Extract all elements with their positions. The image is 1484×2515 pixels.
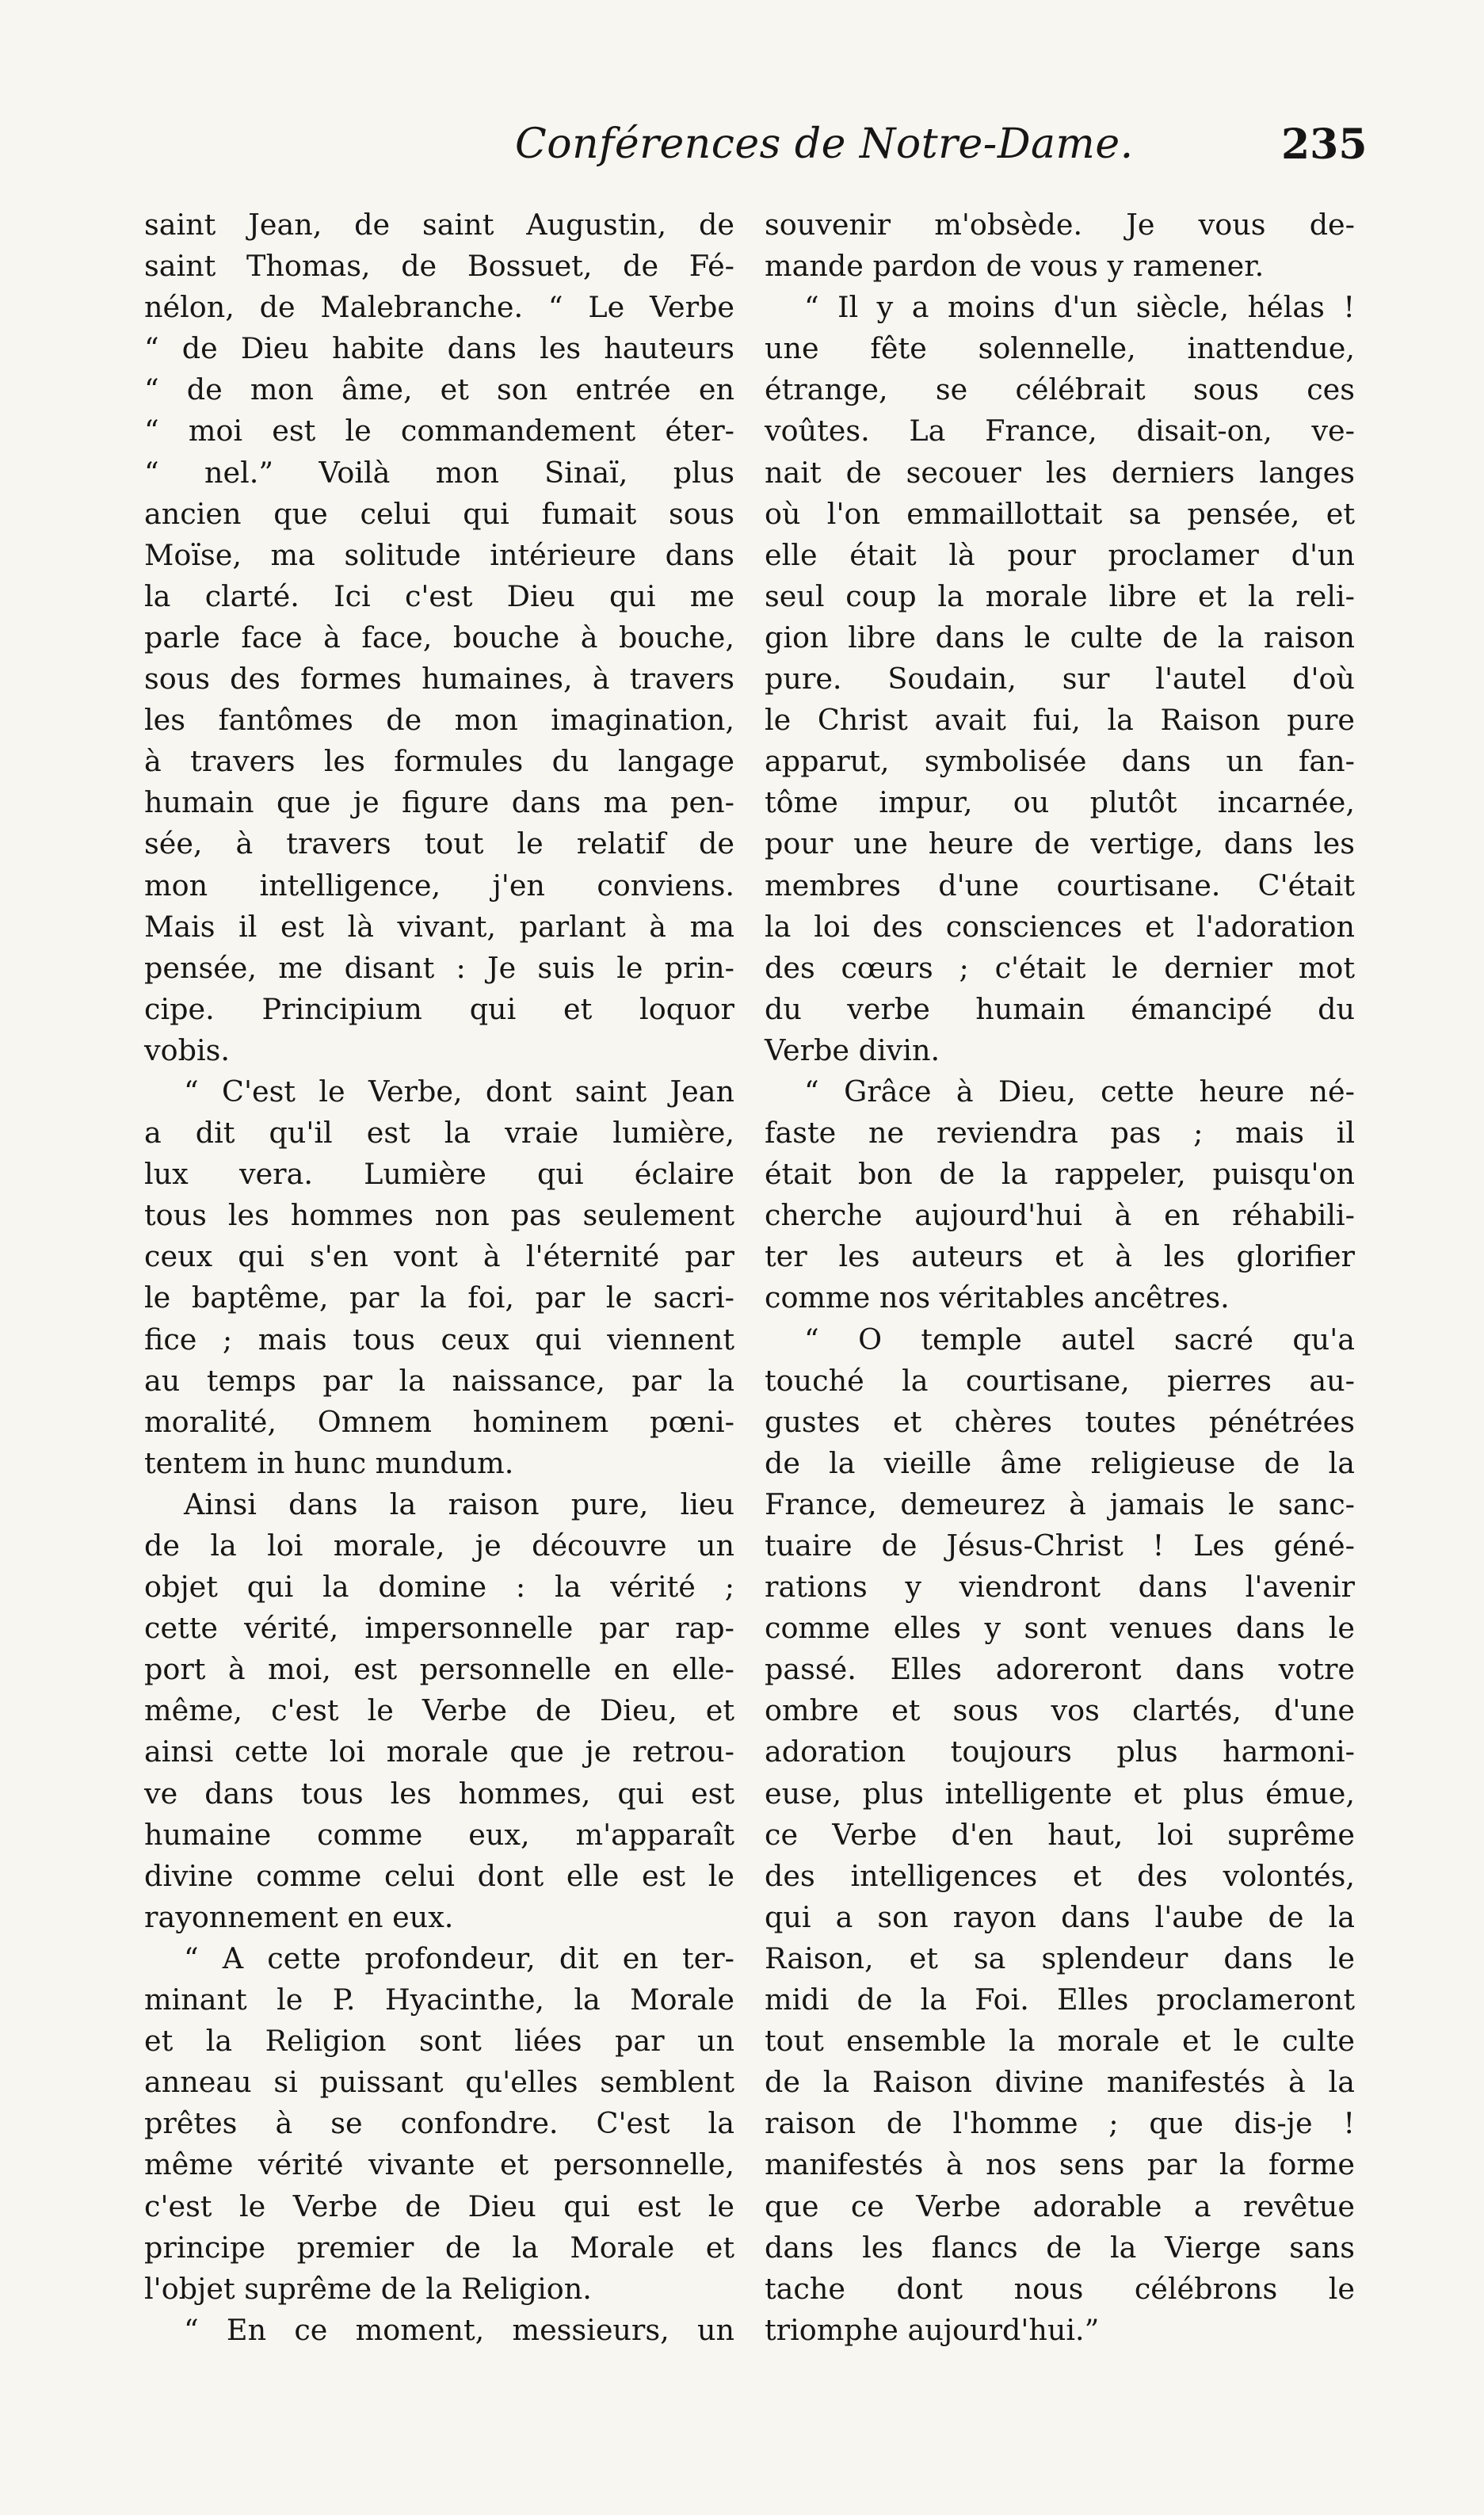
text-line: moralité, Omnem hominem pœni- xyxy=(144,1404,734,1439)
text-line: “ A cette profondeur, dit en ter- xyxy=(184,1941,734,1975)
text-line: Raison, et sa splendeur dans le xyxy=(765,1941,1355,1975)
text-line: ter les auteurs et à les glorifier xyxy=(765,1239,1355,1274)
text-line: ombre et sous vos clartés, d'une xyxy=(765,1693,1355,1728)
text-line: où l'on emmaillottait sa pensée, et xyxy=(765,496,1355,531)
text-line: à travers les formules du langage xyxy=(144,744,734,779)
text-line: pensée, me disant : Je suis le prin- xyxy=(144,950,734,985)
text-line: “ moi est le commandement éter- xyxy=(144,414,734,448)
text-line: cipe. Principium qui et loquor xyxy=(144,991,734,1026)
text-line: c'est le Verbe de Dieu qui est le xyxy=(144,2189,734,2223)
text-line: a dit qu'il est la vraie lumière, xyxy=(144,1116,734,1151)
text-line: ce Verbe d'en haut, loi suprême xyxy=(765,1817,1355,1852)
text-line: “ C'est le Verbe, dont saint Jean xyxy=(184,1074,734,1109)
text-line: adoration toujours plus harmoni- xyxy=(765,1735,1355,1769)
text-line: France, demeurez à jamais le sanc- xyxy=(765,1486,1355,1521)
text-line: la loi des consciences et l'adoration xyxy=(765,909,1355,944)
text-line: l'objet suprême de la Religion. xyxy=(144,2271,592,2306)
text-line: même, c'est le Verbe de Dieu, et xyxy=(144,1693,734,1728)
text-line: humaine comme eux, m'apparaît xyxy=(144,1817,734,1852)
text-line: tache dont nous célébrons le xyxy=(765,2271,1355,2306)
text-line: le baptême, par la foi, par le sacri- xyxy=(144,1280,734,1315)
text-line: prêtes à se confondre. C'est la xyxy=(144,2106,734,2141)
text-line: membres d'une courtisane. C'était xyxy=(765,868,1355,903)
text-line: tentem in hunc mundum. xyxy=(144,1445,514,1480)
text-line: souvenir m'obsède. Je vous de- xyxy=(765,208,1355,242)
text-line: une fête solennelle, inattendue, xyxy=(765,331,1355,366)
text-line: seul coup la morale libre et la reli- xyxy=(765,578,1355,613)
text-line: mon intelligence, j'en conviens. xyxy=(144,868,734,903)
text-line: pure. Soudain, sur l'autel d'où xyxy=(765,662,1355,696)
text-line: tout ensemble la morale et le culte xyxy=(765,2024,1355,2059)
text-line: vobis. xyxy=(144,1032,230,1067)
text-line: “ Grâce à Dieu, cette heure né- xyxy=(804,1074,1355,1109)
text-line: touché la courtisane, pierres au- xyxy=(765,1363,1355,1398)
text-line: ve dans tous les hommes, qui est xyxy=(144,1776,734,1811)
text-line: était bon de la rappeler, puisqu'on xyxy=(765,1157,1355,1192)
text-line: le Christ avait fui, la Raison pure xyxy=(765,703,1355,738)
text-line: étrange, se célébrait sous ces xyxy=(765,372,1355,407)
text-line: et la Religion sont liées par un xyxy=(144,2024,734,2059)
text-line: “ En ce moment, messieurs, un xyxy=(184,2312,734,2347)
text-line: elle était là pour proclamer d'un xyxy=(765,537,1355,572)
text-line: “ nel.” Voilà mon Sinaï, plus xyxy=(144,455,734,490)
text-line: “ Il y a moins d'un siècle, hélas ! xyxy=(804,290,1355,325)
text-line: fice ; mais tous ceux qui viennent xyxy=(144,1322,734,1357)
text-line: Moïse, ma solitude intérieure dans xyxy=(144,537,734,572)
text-line: comme nos véritables ancêtres. xyxy=(765,1280,1230,1315)
text-line: des intelligences et des volontés, xyxy=(765,1858,1355,1893)
text-line: du verbe humain émancipé du xyxy=(765,991,1355,1026)
text-line: faste ne reviendra pas ; mais il xyxy=(765,1116,1355,1151)
text-line: gion libre dans le culte de la raison xyxy=(765,620,1355,655)
text-line: tous les hommes non pas seulement xyxy=(144,1198,734,1233)
text-line: sous des formes humaines, à travers xyxy=(144,662,734,696)
text-line: voûtes. La France, disait-on, ve- xyxy=(765,414,1355,448)
text-line: comme elles y sont venues dans le xyxy=(765,1611,1355,1646)
text-line: dans les flancs de la Vierge sans xyxy=(765,2230,1355,2265)
text-line: même vérité vivante et personnelle, xyxy=(144,2147,734,2182)
text-line: nélon, de Malebranche. “ Le Verbe xyxy=(144,290,734,325)
text-line: passé. Elles adoreront dans votre xyxy=(765,1652,1355,1687)
text-line: la clarté. Ici c'est Dieu qui me xyxy=(144,578,734,613)
text-line: “ de Dieu habite dans les hauteurs xyxy=(144,331,734,366)
text-line: “ de mon âme, et son entrée en xyxy=(144,372,734,407)
text-line: nait de secouer les derniers langes xyxy=(765,455,1355,490)
text-line: manifestés à nos sens par la forme xyxy=(765,2147,1355,2182)
text-line: les fantômes de mon imagination, xyxy=(144,703,734,738)
text-line: saint Jean, de saint Augustin, de xyxy=(144,208,734,242)
text-line: que ce Verbe adorable a revêtue xyxy=(765,2189,1355,2223)
page-number: 235 xyxy=(1281,120,1368,169)
text-line: divine comme celui dont elle est le xyxy=(144,1858,734,1893)
text-line: humain que je figure dans ma pen- xyxy=(144,785,734,820)
text-line: port à moi, est personnelle en elle- xyxy=(144,1652,734,1687)
text-line: rayonnement en eux. xyxy=(144,1899,454,1934)
text-line: Ainsi dans la raison pure, lieu xyxy=(184,1486,734,1521)
text-line: triomphe aujourd'hui.” xyxy=(765,2312,1100,2347)
text-line: cette vérité, impersonnelle par rap- xyxy=(144,1611,734,1646)
text-line: pour une heure de vertige, dans les xyxy=(765,826,1355,861)
text-line: lux vera. Lumière qui éclaire xyxy=(144,1157,734,1192)
left-text-column xyxy=(144,204,734,2351)
text-line: minant le P. Hyacinthe, la Morale xyxy=(144,1983,734,2017)
text-line: mande pardon de vous y ramener. xyxy=(765,249,1265,284)
text-line: principe premier de la Morale et xyxy=(144,2230,734,2265)
text-line: apparut, symbolisée dans un fan- xyxy=(765,744,1355,779)
page-header xyxy=(0,120,1484,184)
text-line: euse, plus intelligente et plus émue, xyxy=(765,1776,1355,1811)
text-line: “ O temple autel sacré qu'a xyxy=(804,1322,1355,1357)
text-line: gustes et chères toutes pénétrées xyxy=(765,1404,1355,1439)
text-line: de la vieille âme religieuse de la xyxy=(765,1445,1355,1480)
text-line: Mais il est là vivant, parlant à ma xyxy=(144,909,734,944)
text-line: de la loi morale, je découvre un xyxy=(144,1528,734,1563)
right-text-column xyxy=(765,204,1355,2351)
text-line: midi de la Foi. Elles proclameront xyxy=(765,1983,1355,2017)
text-line: anneau si puissant qu'elles semblent xyxy=(144,2065,734,2100)
text-line: au temps par la naissance, par la xyxy=(144,1363,734,1398)
text-line: rations y viendront dans l'avenir xyxy=(765,1570,1355,1605)
text-line: ancien que celui qui fumait sous xyxy=(144,496,734,531)
text-line: tuaire de Jésus-Christ ! Les géné- xyxy=(765,1528,1355,1563)
running-title: Conférences de Notre-Dame. xyxy=(515,120,1134,168)
text-line: raison de l'homme ; que dis-je ! xyxy=(765,2106,1355,2141)
text-line: tôme impur, ou plutôt incarnée, xyxy=(765,785,1355,820)
text-line: objet qui la domine : la vérité ; xyxy=(144,1570,734,1605)
text-line: des cœurs ; c'était le dernier mot xyxy=(765,950,1355,985)
text-line: cherche aujourd'hui à en réhabili- xyxy=(765,1198,1355,1233)
text-line: de la Raison divine manifestés à la xyxy=(765,2065,1355,2100)
text-line: saint Thomas, de Bossuet, de Fé- xyxy=(144,249,734,284)
text-line: sée, à travers tout le relatif de xyxy=(144,826,734,861)
text-line: qui a son rayon dans l'aube de la xyxy=(765,1899,1355,1934)
text-line: ainsi cette loi morale que je retrou- xyxy=(144,1735,734,1769)
text-line: ceux qui s'en vont à l'éternité par xyxy=(144,1239,734,1274)
text-line: parle face à face, bouche à bouche, xyxy=(144,620,734,655)
text-line: Verbe divin. xyxy=(765,1032,940,1067)
